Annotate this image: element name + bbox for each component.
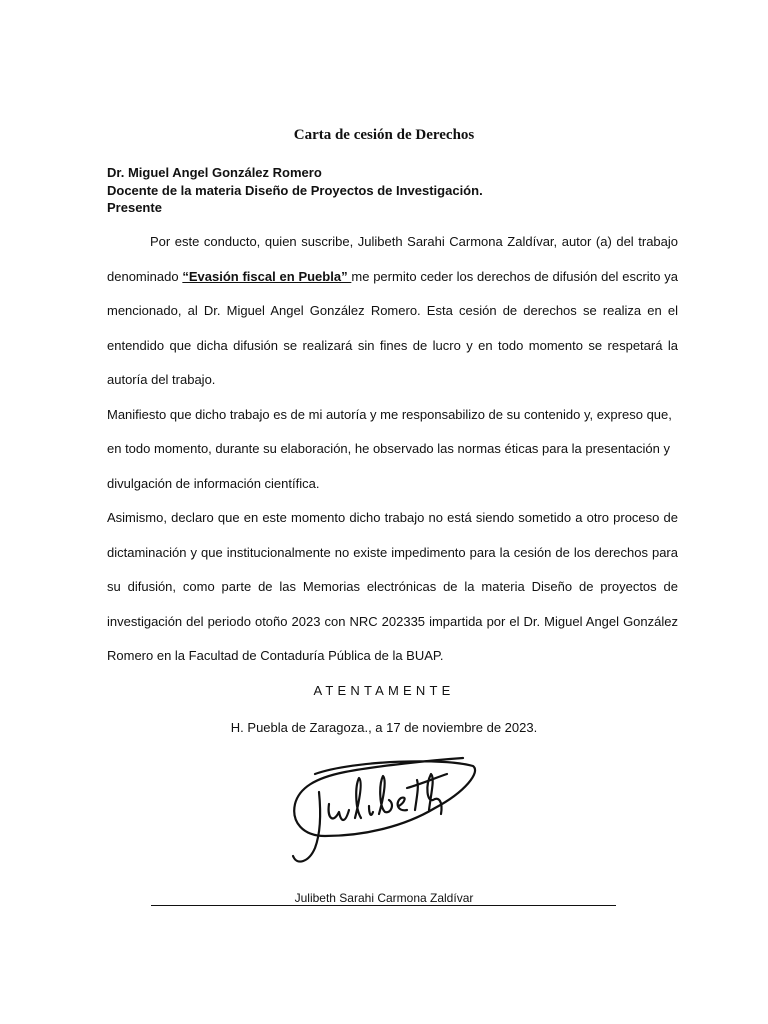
paragraph-cession [107, 225, 678, 398]
paragraph-authorship-line-1: Manifiesto que dicho trabajo es de mi autoría y me responsabilizo de su contenido y, expreso que, [107, 406, 672, 422]
place-and-date: H. Puebla de Zaragoza., a 17 de noviembre de 2023. [230, 720, 538, 735]
paragraph-authorship-line-3: divulgación de información científica. [107, 475, 320, 491]
letter-body [107, 225, 678, 674]
document-title: Carta de cesión de Derechos [293, 127, 475, 143]
addressee-name: Dr. Miguel Angel González Romero [107, 165, 322, 180]
work-title: “Evasión fiscal en Puebla” [182, 268, 352, 284]
addressee-block [107, 164, 483, 217]
signer-name: Julibeth Sarahi Carmona Zaldívar [294, 891, 474, 905]
paragraph-declaration: Asimismo, declaro que en este momento dicho trabajo no está siendo sometido a otro proceso de dictaminación y que institucionalmente no existe impedimento para la cesión de los derechos para su difusión, como parte de las Memorias electrónicas de la materia Diseño de proyectos de investigación del periodo otoño 2023 con NRC 202335 impartida por el Dr. Miguel Angel González Romero en la Facultad de Contaduría Pública de la BUAP. [107, 510, 678, 663]
paragraph-cession-rest: me permito ceder los derechos de difusión del escrito ya mencionado, al Dr. Miguel Angel González Romero. Esta cesión de derechos se realiza en el entendido que dicha difusión se realizará sin fines de lucro y en todo momento se respetará la autoría del trabajo. [107, 268, 679, 387]
paragraph-authorship-line-2: en todo momento, durante su elaboración, he observado las normas éticas para la presentación y [107, 441, 670, 456]
addressee-role: Docente de la materia Diseño de Proyectos de Investigación. [107, 182, 483, 198]
addressee-salutation: Presente [107, 200, 162, 215]
closing-atentamente: ATENTAMENTE [313, 683, 455, 698]
paragraph-cession-intro: Por este conducto, quien suscribe, Julibeth Sarahi Carmona Zaldívar, autor (a) del trabajo denominado [107, 234, 678, 284]
paragraph-authorship [107, 398, 678, 502]
signature-line [151, 905, 616, 906]
handwritten-signature [285, 752, 485, 874]
